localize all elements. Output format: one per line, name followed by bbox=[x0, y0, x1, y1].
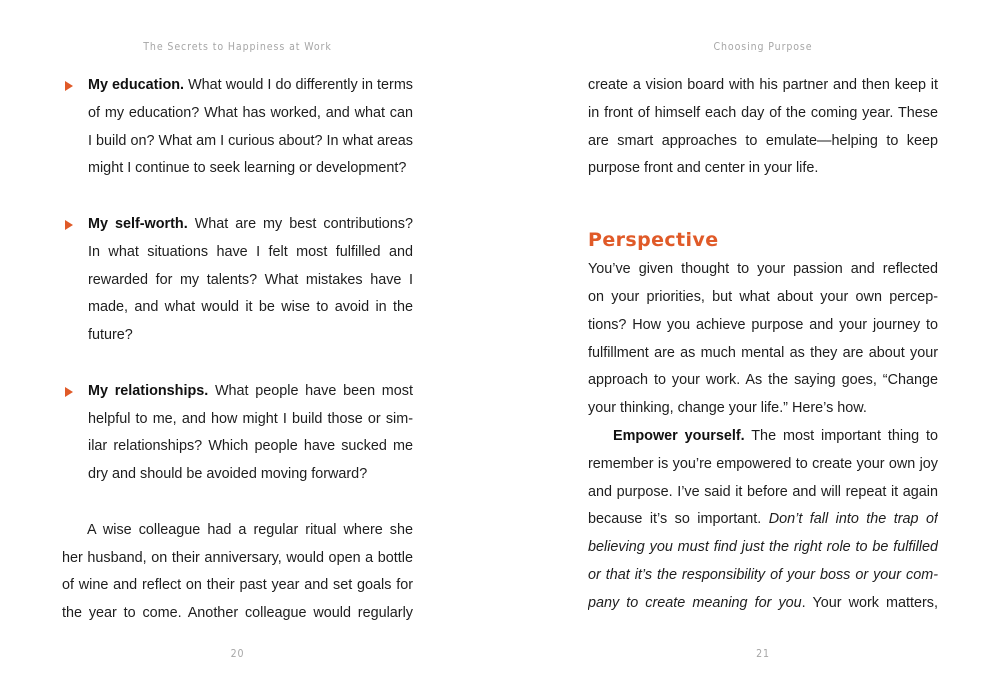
paragraph-line: remember is you’re empowered to create your own joy bbox=[588, 455, 938, 472]
bullet-line: of my education? What has worked, and what can bbox=[88, 104, 413, 121]
paragraph-line: pany to create meaning for you. Your work matters, bbox=[588, 594, 938, 611]
triangle-bullet-icon bbox=[65, 81, 73, 91]
paragraph-line: of wine and reflect on their past year and set goals for bbox=[62, 577, 413, 594]
bullet-line: rewarded for my talents? What mistakes have I bbox=[88, 271, 413, 288]
page-number-right: 21 bbox=[756, 648, 770, 660]
bullet-education bbox=[62, 72, 413, 183]
bullet-line: future? bbox=[88, 327, 133, 344]
paragraph-line: and purpose. I’ve said it before and will repeat it again bbox=[588, 483, 938, 500]
paragraph-line: because it’s so important. Don’t fall into the trap of bbox=[588, 511, 938, 528]
triangle-bullet-icon bbox=[65, 387, 73, 397]
bullet-line: helpful to me, and how might I build those or sim- bbox=[88, 410, 413, 427]
paragraph-line: her husband, on their anniversary, would open a bottle bbox=[62, 549, 413, 566]
bullet-label: My self-worth. bbox=[88, 215, 188, 232]
bullet-line: dry and should be avoided moving forward? bbox=[88, 466, 368, 483]
paragraph-line: the year to come. Another colleague would regularly bbox=[62, 605, 413, 622]
bullet-line: My relationships. What people have been most bbox=[88, 382, 413, 399]
paragraph-line: believing you must find just the right role to be fulfilled bbox=[588, 539, 938, 556]
running-head-left: The Secrets to Happiness at Work bbox=[143, 41, 332, 53]
triangle-bullet-icon bbox=[65, 220, 73, 230]
perspective-paragraph bbox=[588, 256, 938, 423]
bullet-line: made, and what would it be wise to avoid in the bbox=[88, 299, 413, 316]
paragraph-line: approach to your work. As the saying goes, “Change bbox=[588, 372, 938, 389]
paragraph-line: create a vision board with his partner and then keep it bbox=[588, 77, 938, 93]
paragraph-line: purpose front and center in your life. bbox=[588, 160, 819, 177]
bullet-line: ilar relationships? Which people have sucked me bbox=[88, 438, 413, 455]
bullet-label: My relationships. bbox=[88, 382, 209, 399]
empower-paragraph bbox=[588, 423, 938, 618]
bullet-line: I build on? What am I curious about? In what areas bbox=[88, 132, 413, 149]
empower-label: Empower yourself. bbox=[613, 427, 745, 444]
running-head-right: Choosing Purpose bbox=[713, 41, 813, 53]
paragraph-line: in front of himself each day of the coming year. These bbox=[588, 104, 938, 121]
left-text-block bbox=[62, 72, 413, 628]
paragraph-line: your thinking, change your life.” Here’s how. bbox=[588, 400, 867, 417]
bullet-self-worth bbox=[62, 211, 413, 350]
paragraph-line: on your priorities, but what about your own percep- bbox=[588, 288, 938, 305]
section-heading: Perspective bbox=[588, 229, 719, 252]
paragraph-line: or that it’s the responsibility of your boss or your com- bbox=[588, 566, 938, 583]
right-page bbox=[500, 0, 1000, 700]
bullet-line: My education. What would I do differently in terms bbox=[88, 77, 413, 93]
wise-colleague-paragraph bbox=[62, 517, 413, 628]
right-text-block bbox=[588, 72, 938, 618]
bullet-line: might I continue to seek learning or development? bbox=[88, 160, 407, 177]
paragraph-line: You’ve given thought to your passion and reflected bbox=[588, 261, 938, 278]
page-number-left: 20 bbox=[230, 648, 245, 660]
bullet-label: My education. bbox=[88, 77, 185, 93]
bullet-relationships bbox=[62, 378, 413, 489]
continued-paragraph bbox=[588, 72, 938, 183]
paragraph-line: tions? How you achieve purpose and your journey to bbox=[588, 316, 938, 333]
paragraph-line: are smart approaches to emulate—helping to keep bbox=[588, 132, 938, 149]
paragraph-line: fulfillment are as much mental as they are about your bbox=[588, 344, 938, 361]
bullet-line: In what situations have I felt most fulfilled and bbox=[88, 243, 413, 260]
paragraph-line: Empower yourself. The most important thing to bbox=[613, 427, 938, 444]
bullet-line: My self-worth. What are my best contributions? bbox=[88, 215, 413, 232]
paragraph-line: A wise colleague had a regular ritual where she bbox=[87, 521, 413, 538]
